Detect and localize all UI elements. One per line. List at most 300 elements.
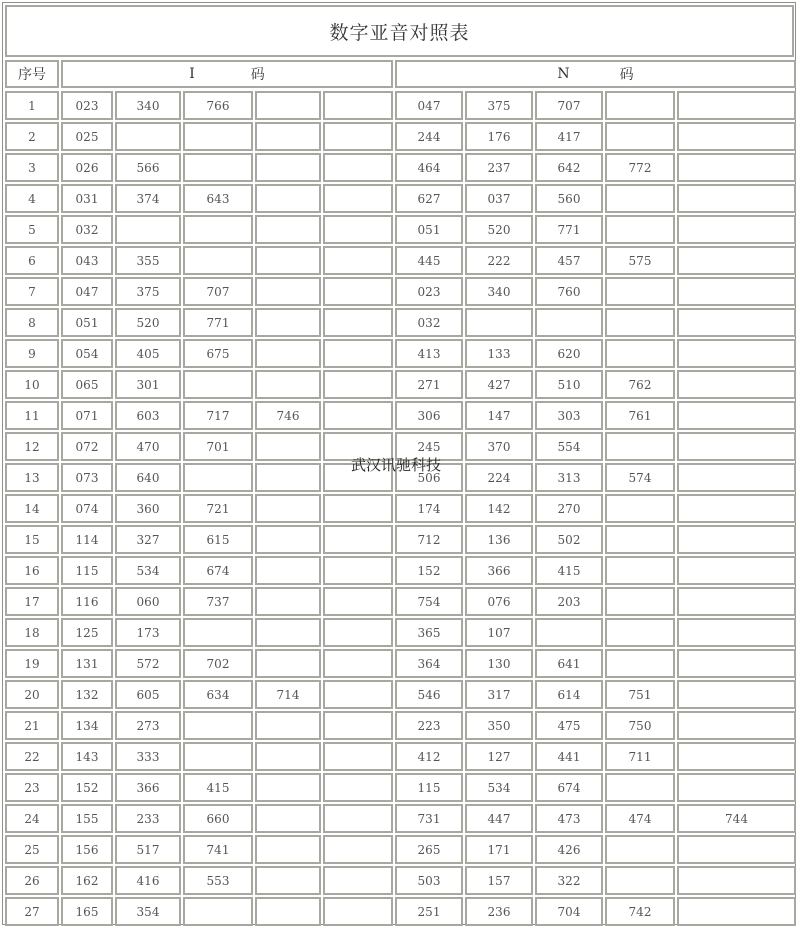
n-code-cell: 772 [605, 153, 675, 182]
n-code-cell [677, 773, 796, 802]
i-code-cell: 721 [183, 494, 253, 523]
n-code-cell: 047 [395, 91, 463, 120]
i-code-cell: 060 [115, 587, 181, 616]
n-code-cell: 130 [465, 649, 533, 678]
i-code-cell: 355 [115, 246, 181, 275]
row-index-cell: 10 [5, 370, 59, 399]
n-code-cell [677, 463, 796, 492]
n-code-cell [677, 91, 796, 120]
header-i-code-char: 码 [250, 67, 265, 83]
n-code-cell: 417 [535, 122, 603, 151]
n-code-cell: 415 [535, 556, 603, 585]
i-code-cell [255, 91, 321, 120]
i-code-cell: 746 [255, 401, 321, 430]
n-code-cell: 412 [395, 742, 463, 771]
row-index-cell: 4 [5, 184, 59, 213]
i-code-cell: 470 [115, 432, 181, 461]
n-code-cell: 107 [465, 618, 533, 647]
i-code-cell [183, 742, 253, 771]
i-code-cell [255, 835, 321, 864]
i-code-cell: 566 [115, 153, 181, 182]
row-index-cell: 24 [5, 804, 59, 833]
i-code-cell [323, 897, 393, 926]
i-code-cell: 717 [183, 401, 253, 430]
i-code-cell [323, 773, 393, 802]
i-code-cell: 360 [115, 494, 181, 523]
row-index-cell: 1 [5, 91, 59, 120]
i-code-cell [255, 556, 321, 585]
row-index-cell: 15 [5, 525, 59, 554]
i-code-cell: 603 [115, 401, 181, 430]
i-code-cell [255, 711, 321, 740]
n-code-cell: 174 [395, 494, 463, 523]
n-code-cell: 224 [465, 463, 533, 492]
i-code-cell [255, 525, 321, 554]
i-code-cell: 366 [115, 773, 181, 802]
n-code-cell: 750 [605, 711, 675, 740]
n-code-cell: 023 [395, 277, 463, 306]
n-code-cell: 502 [535, 525, 603, 554]
i-code-cell: 043 [61, 246, 113, 275]
row-index-cell: 27 [5, 897, 59, 926]
i-code-cell: 026 [61, 153, 113, 182]
n-code-cell: 127 [465, 742, 533, 771]
i-code-cell [323, 401, 393, 430]
i-code-cell: 766 [183, 91, 253, 120]
n-code-cell: 560 [535, 184, 603, 213]
i-code-cell [323, 587, 393, 616]
i-code-cell [255, 742, 321, 771]
i-code-cell: 660 [183, 804, 253, 833]
n-code-cell: 350 [465, 711, 533, 740]
i-code-cell [255, 618, 321, 647]
i-code-cell: 071 [61, 401, 113, 430]
i-code-cell [255, 432, 321, 461]
n-code-cell: 546 [395, 680, 463, 709]
i-code-cell [323, 742, 393, 771]
n-code-cell [605, 494, 675, 523]
n-code-cell [677, 184, 796, 213]
n-code-cell: 147 [465, 401, 533, 430]
n-code-cell: 475 [535, 711, 603, 740]
table-title: 数字亚音对照表 [5, 5, 794, 57]
n-code-cell [677, 711, 796, 740]
n-code-cell: 574 [605, 463, 675, 492]
n-code-cell: 503 [395, 866, 463, 895]
n-code-cell [677, 215, 796, 244]
n-code-cell [605, 122, 675, 151]
n-code-cell: 223 [395, 711, 463, 740]
n-code-cell: 742 [605, 897, 675, 926]
n-code-cell: 115 [395, 773, 463, 802]
n-code-cell: 364 [395, 649, 463, 678]
header-i-letter: I [189, 66, 195, 82]
i-code-cell [255, 277, 321, 306]
i-code-cell [323, 680, 393, 709]
n-code-cell: 244 [395, 122, 463, 151]
n-code-cell [677, 122, 796, 151]
n-code-cell [535, 308, 603, 337]
row-index-cell: 26 [5, 866, 59, 895]
n-code-cell: 245 [395, 432, 463, 461]
i-code-cell [255, 215, 321, 244]
n-code-cell: 707 [535, 91, 603, 120]
n-code-cell: 251 [395, 897, 463, 926]
row-index-cell: 17 [5, 587, 59, 616]
i-code-cell: 640 [115, 463, 181, 492]
i-code-cell: 156 [61, 835, 113, 864]
i-code-cell [183, 618, 253, 647]
i-code-cell: 675 [183, 339, 253, 368]
n-code-cell: 271 [395, 370, 463, 399]
i-code-cell [255, 463, 321, 492]
i-code-cell: 375 [115, 277, 181, 306]
i-code-cell: 405 [115, 339, 181, 368]
n-code-cell [677, 153, 796, 182]
i-code-cell [323, 153, 393, 182]
n-code-cell: 464 [395, 153, 463, 182]
n-code-cell [605, 618, 675, 647]
n-code-cell: 534 [465, 773, 533, 802]
n-code-cell: 037 [465, 184, 533, 213]
n-code-cell: 520 [465, 215, 533, 244]
n-code-cell [605, 308, 675, 337]
n-code-cell: 152 [395, 556, 463, 585]
header-i-code [61, 60, 393, 88]
i-code-cell: 125 [61, 618, 113, 647]
i-code-cell: 162 [61, 866, 113, 895]
n-code-cell [605, 835, 675, 864]
n-code-cell: 751 [605, 680, 675, 709]
row-index-cell: 8 [5, 308, 59, 337]
n-code-cell [677, 649, 796, 678]
n-code-cell: 762 [605, 370, 675, 399]
i-code-cell [255, 649, 321, 678]
n-code-cell [605, 184, 675, 213]
n-code-cell [605, 556, 675, 585]
row-index-cell: 2 [5, 122, 59, 151]
n-code-cell: 614 [535, 680, 603, 709]
i-code-cell [115, 122, 181, 151]
n-code-cell: 133 [465, 339, 533, 368]
i-code-cell: 534 [115, 556, 181, 585]
i-code-cell [255, 494, 321, 523]
row-index-cell: 21 [5, 711, 59, 740]
n-code-cell: 176 [465, 122, 533, 151]
n-code-cell [677, 742, 796, 771]
n-code-cell: 322 [535, 866, 603, 895]
n-code-cell: 313 [535, 463, 603, 492]
i-code-cell [255, 184, 321, 213]
i-code-cell: 165 [61, 897, 113, 926]
i-code-cell [323, 246, 393, 275]
n-code-cell [677, 835, 796, 864]
i-code-cell: 132 [61, 680, 113, 709]
i-code-cell [255, 804, 321, 833]
i-code-cell [255, 339, 321, 368]
n-code-cell: 136 [465, 525, 533, 554]
row-index-cell: 19 [5, 649, 59, 678]
n-code-cell: 711 [605, 742, 675, 771]
row-index-cell: 18 [5, 618, 59, 647]
i-code-cell [323, 835, 393, 864]
n-code-cell: 375 [465, 91, 533, 120]
i-code-cell [255, 897, 321, 926]
i-code-cell [183, 897, 253, 926]
i-code-cell: 354 [115, 897, 181, 926]
i-code-cell: 415 [183, 773, 253, 802]
n-code-cell [605, 215, 675, 244]
n-code-cell: 365 [395, 618, 463, 647]
i-code-cell [323, 370, 393, 399]
n-code-cell [605, 649, 675, 678]
n-code-cell: 203 [535, 587, 603, 616]
n-code-cell: 076 [465, 587, 533, 616]
i-code-cell [323, 494, 393, 523]
i-code-cell: 605 [115, 680, 181, 709]
row-index-cell: 7 [5, 277, 59, 306]
i-code-cell [255, 246, 321, 275]
n-code-cell: 237 [465, 153, 533, 182]
n-code-cell [677, 401, 796, 430]
i-code-cell [323, 711, 393, 740]
i-code-cell: 333 [115, 742, 181, 771]
n-code-cell: 441 [535, 742, 603, 771]
n-code-cell: 303 [535, 401, 603, 430]
i-code-cell [255, 153, 321, 182]
n-code-cell [677, 897, 796, 926]
n-code-cell [605, 773, 675, 802]
i-code-cell [183, 122, 253, 151]
n-code-cell: 744 [677, 804, 796, 833]
i-code-cell: 031 [61, 184, 113, 213]
n-code-cell [677, 432, 796, 461]
row-index-cell: 14 [5, 494, 59, 523]
i-code-cell: 674 [183, 556, 253, 585]
i-code-cell: 072 [61, 432, 113, 461]
header-index: 序号 [5, 60, 59, 88]
row-index-cell: 13 [5, 463, 59, 492]
i-code-cell: 032 [61, 215, 113, 244]
i-code-cell: 553 [183, 866, 253, 895]
header-n-letter: N [557, 66, 570, 82]
n-code-cell: 641 [535, 649, 603, 678]
n-code-cell [605, 587, 675, 616]
i-code-cell [323, 866, 393, 895]
i-code-cell [255, 773, 321, 802]
n-code-cell [677, 680, 796, 709]
i-code-cell [255, 866, 321, 895]
n-code-cell: 506 [395, 463, 463, 492]
n-code-cell: 642 [535, 153, 603, 182]
i-code-cell: 714 [255, 680, 321, 709]
n-code-cell [677, 339, 796, 368]
n-code-cell: 171 [465, 835, 533, 864]
n-code-cell [677, 494, 796, 523]
i-code-cell: 073 [61, 463, 113, 492]
n-code-cell [677, 277, 796, 306]
i-code-cell [115, 215, 181, 244]
n-code-cell [605, 866, 675, 895]
i-code-cell: 273 [115, 711, 181, 740]
i-code-cell: 517 [115, 835, 181, 864]
n-code-cell: 674 [535, 773, 603, 802]
n-code-cell: 447 [465, 804, 533, 833]
i-code-cell [183, 711, 253, 740]
i-code-cell [255, 370, 321, 399]
i-code-cell: 741 [183, 835, 253, 864]
i-code-cell [323, 215, 393, 244]
i-code-cell [323, 91, 393, 120]
i-code-cell: 327 [115, 525, 181, 554]
n-code-cell [535, 618, 603, 647]
n-code-cell: 370 [465, 432, 533, 461]
header-n-code-char: 码 [619, 67, 634, 83]
i-code-cell: 173 [115, 618, 181, 647]
i-code-cell: 152 [61, 773, 113, 802]
n-code-cell: 473 [535, 804, 603, 833]
i-code-cell: 771 [183, 308, 253, 337]
i-code-cell [323, 649, 393, 678]
n-code-cell: 157 [465, 866, 533, 895]
n-code-cell [677, 587, 796, 616]
i-code-cell: 114 [61, 525, 113, 554]
n-code-cell [677, 308, 796, 337]
n-code-cell: 366 [465, 556, 533, 585]
n-code-cell [605, 91, 675, 120]
i-code-cell: 143 [61, 742, 113, 771]
n-code-cell: 771 [535, 215, 603, 244]
row-index-cell: 11 [5, 401, 59, 430]
i-code-cell: 416 [115, 866, 181, 895]
n-code-cell [605, 277, 675, 306]
n-code-cell: 340 [465, 277, 533, 306]
n-code-cell: 627 [395, 184, 463, 213]
row-index-cell: 25 [5, 835, 59, 864]
n-code-cell: 704 [535, 897, 603, 926]
n-code-cell: 761 [605, 401, 675, 430]
n-code-cell: 754 [395, 587, 463, 616]
i-code-cell: 643 [183, 184, 253, 213]
i-code-cell: 701 [183, 432, 253, 461]
n-code-cell [677, 618, 796, 647]
i-code-cell: 116 [61, 587, 113, 616]
n-code-cell [677, 556, 796, 585]
n-code-cell: 051 [395, 215, 463, 244]
n-code-cell: 554 [535, 432, 603, 461]
n-code-cell: 413 [395, 339, 463, 368]
i-code-cell: 737 [183, 587, 253, 616]
row-index-cell: 6 [5, 246, 59, 275]
n-code-cell: 265 [395, 835, 463, 864]
i-code-cell: 134 [61, 711, 113, 740]
i-code-cell: 520 [115, 308, 181, 337]
i-code-cell: 025 [61, 122, 113, 151]
i-code-cell: 702 [183, 649, 253, 678]
i-code-cell: 233 [115, 804, 181, 833]
watermark-text: 武汉讯驰科技 [351, 456, 442, 474]
n-code-cell: 575 [605, 246, 675, 275]
i-code-cell: 074 [61, 494, 113, 523]
row-index-cell: 12 [5, 432, 59, 461]
n-code-cell: 760 [535, 277, 603, 306]
i-code-cell: 054 [61, 339, 113, 368]
i-code-cell [323, 184, 393, 213]
i-code-cell: 131 [61, 649, 113, 678]
i-code-cell: 023 [61, 91, 113, 120]
i-code-cell: 634 [183, 680, 253, 709]
i-code-cell [323, 618, 393, 647]
i-code-cell [183, 370, 253, 399]
row-index-cell: 9 [5, 339, 59, 368]
i-code-cell [323, 556, 393, 585]
i-code-cell: 301 [115, 370, 181, 399]
n-code-cell: 445 [395, 246, 463, 275]
n-code-cell: 712 [395, 525, 463, 554]
i-code-cell [255, 587, 321, 616]
n-code-cell: 032 [395, 308, 463, 337]
i-code-cell [323, 339, 393, 368]
n-code-cell [605, 339, 675, 368]
n-code-cell [677, 866, 796, 895]
n-code-cell: 222 [465, 246, 533, 275]
i-code-cell: 707 [183, 277, 253, 306]
n-code-cell: 427 [465, 370, 533, 399]
i-code-cell: 065 [61, 370, 113, 399]
i-code-cell [255, 308, 321, 337]
n-code-cell [465, 308, 533, 337]
i-code-cell [183, 215, 253, 244]
n-code-cell: 620 [535, 339, 603, 368]
i-code-cell: 155 [61, 804, 113, 833]
i-code-cell [323, 277, 393, 306]
i-code-cell: 615 [183, 525, 253, 554]
i-code-cell [183, 246, 253, 275]
i-code-cell: 115 [61, 556, 113, 585]
i-code-cell [255, 122, 321, 151]
n-code-cell: 426 [535, 835, 603, 864]
row-index-cell: 22 [5, 742, 59, 771]
n-code-cell: 317 [465, 680, 533, 709]
row-index-cell: 16 [5, 556, 59, 585]
n-code-cell: 306 [395, 401, 463, 430]
row-index-cell: 23 [5, 773, 59, 802]
n-code-cell [605, 432, 675, 461]
row-index-cell: 5 [5, 215, 59, 244]
i-code-cell [323, 122, 393, 151]
row-index-cell: 20 [5, 680, 59, 709]
i-code-cell [323, 308, 393, 337]
n-code-cell: 457 [535, 246, 603, 275]
n-code-cell [677, 370, 796, 399]
n-code-cell: 236 [465, 897, 533, 926]
n-code-cell [677, 525, 796, 554]
i-code-cell [183, 153, 253, 182]
header-n-code [395, 60, 796, 88]
i-code-cell: 572 [115, 649, 181, 678]
n-code-cell: 731 [395, 804, 463, 833]
n-code-cell: 510 [535, 370, 603, 399]
n-code-cell: 142 [465, 494, 533, 523]
i-code-cell: 051 [61, 308, 113, 337]
i-code-cell [323, 525, 393, 554]
n-code-cell [605, 525, 675, 554]
n-code-cell: 270 [535, 494, 603, 523]
i-code-cell [323, 804, 393, 833]
i-code-cell: 374 [115, 184, 181, 213]
n-code-cell [677, 246, 796, 275]
row-index-cell: 3 [5, 153, 59, 182]
